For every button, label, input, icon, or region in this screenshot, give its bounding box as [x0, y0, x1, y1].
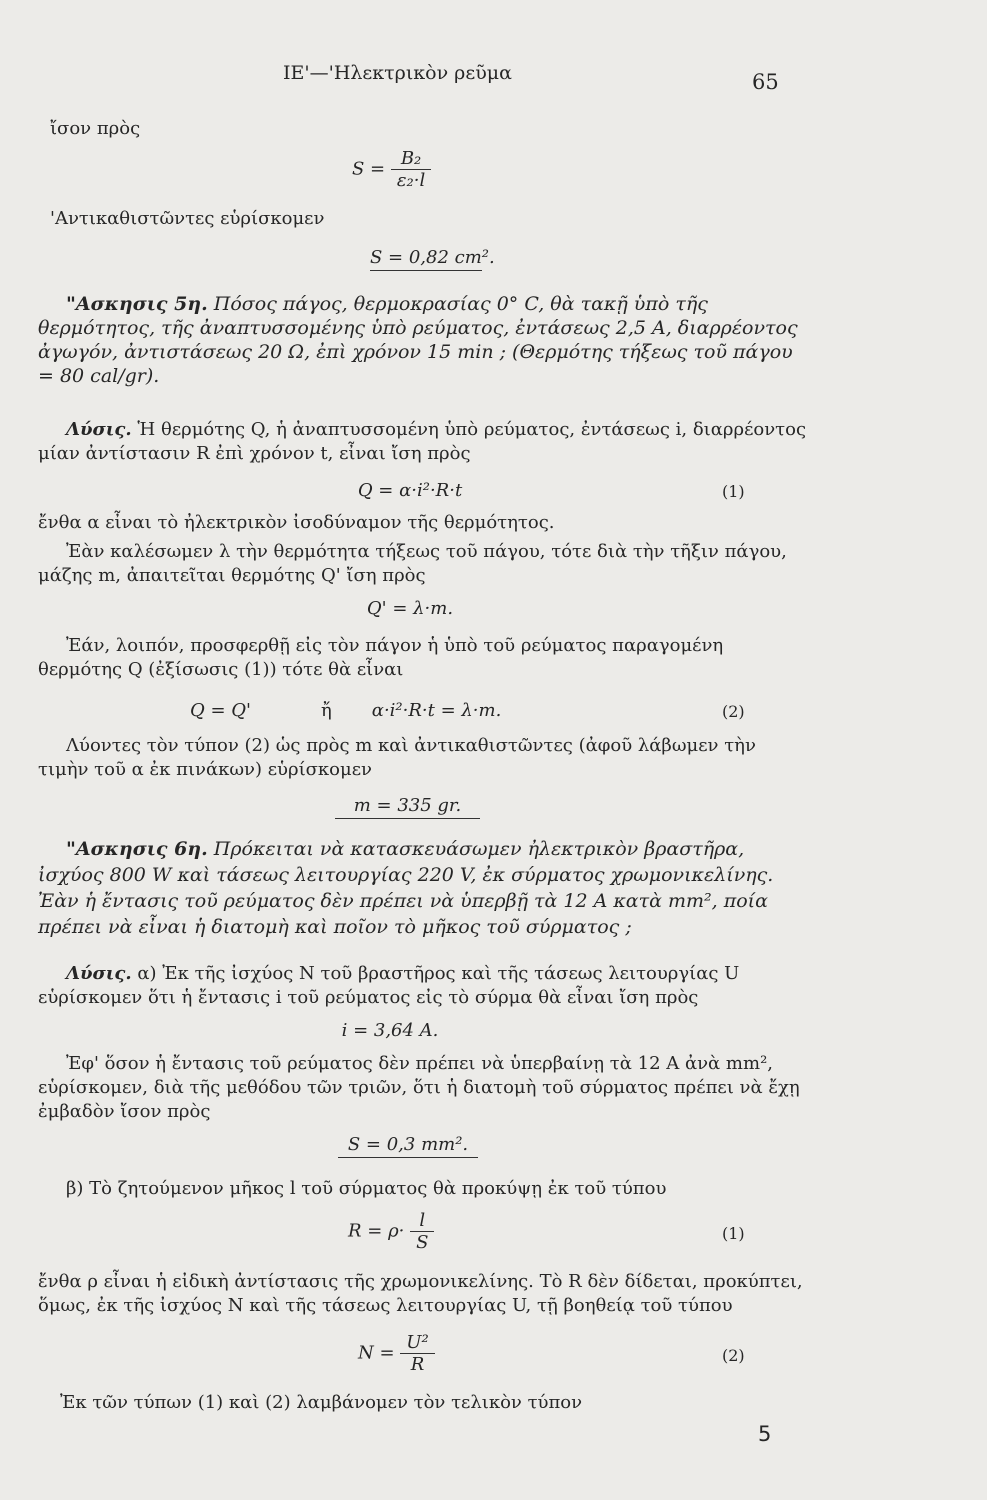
equation-2-left: Q = Q' [190, 700, 251, 721]
paragraph-2: Ἐὰν καλέσωμεν λ τὴν θερμότητα τήξεως τοῦ πάγου, τότε διὰ τὴν τῆξιν πάγου, μάζης m, ἀπαιτεῖται θερμότης Q' ἴση πρὸς [38, 541, 787, 586]
equation-1-label: (1) [722, 482, 745, 501]
exercise-5-text: Πόσος πάγος, θερμοκρασίας 0° C, θὰ τακῇ ὑπὸ τῆς θερμότητος, τῆς ἀναπτυσσομένης ὑπὸ ρεύματος, ἐντάσεως 2,5 A, διαρρέοντος ἀγωγόν, ἀντιστάσεως 20 Ω, ἐπὶ χρόνον 15 min ; (Θερμότης τήξεως τοῦ πάγου = 80 cal/gr). [38, 293, 798, 387]
result-area: S = 0,3 mm². [338, 1134, 478, 1158]
formula-s [352, 148, 431, 191]
equation-r-fraction [410, 1210, 434, 1253]
equation-i: i = 3,64 A. [341, 1020, 439, 1041]
paragraph-s: Ἐφ' ὅσον ἡ ἔντασις τοῦ ρεύματος δὲν πρέπει νὰ ὑπερβαίνῃ τὰ 12 A ἀνὰ mm², εὑρίσκομεν, διὰ τῆς μεθόδου τῶν τριῶν, ὅτι ἡ διατομὴ τοῦ σύρματος πρέπει νὰ ἔχῃ ἐμβαδὸν ἴσον πρὸς [38, 1053, 800, 1122]
equation-n-lhs: N = [358, 1342, 395, 1364]
equation-2-right: α·i²·R·t = λ·m. [371, 700, 502, 721]
equation-r-lhs: R = ρ· [348, 1220, 405, 1242]
page-number: 65 [752, 70, 779, 94]
paragraph-3: Ἐάν, λοιπόν, προσφερθῇ εἰς τὸν πάγον ἡ ὑπὸ τοῦ ρεύματος παραγομένη θερμότης Q (ἐξίσωσις (1)) τότε θὰ εἶναι [38, 635, 724, 680]
result-s: S = 0,82 cm². [370, 247, 482, 271]
equation-2-label: (2) [722, 702, 745, 721]
paragraph-4: Λύοντες τὸν τύπον (2) ὡς πρὸς m καὶ ἀντικαθιστῶντες (ἀφοῦ λάβωμεν τὴν τιμὴν τοῦ α ἐκ πινάκων) εὑρίσκομεν [38, 735, 756, 780]
part-b-text: β) Τὸ ζητούμενον μῆκος l τοῦ σύρματος θὰ προκύψῃ ἐκ τοῦ τύπου [66, 1178, 667, 1199]
formula-denominator: ε₂·l [396, 170, 426, 191]
equation-n [358, 1332, 435, 1375]
solution-text: Ἡ θερμότης Q, ἡ ἀναπτυσσομένη ὑπὸ ρεύματος, ἐντάσεως i, διαρρέοντος μίαν ἀντίστασιν R ἐπὶ χρόνον t, εἶναι ἴση πρὸς [38, 419, 807, 464]
signature-number: 5 [758, 1422, 772, 1446]
substituting-text: 'Αντικαθιστῶντες εὑρίσκομεν [50, 208, 325, 229]
equation-n-denominator: R [410, 1354, 425, 1375]
running-header: ΙΕ'—'Ηλεκτρικὸν ρεῦμα [283, 62, 512, 84]
equation-2 [190, 700, 501, 721]
where-text: ἔνθα α εἶναι τὸ ἠλεκτρικὸν ἰσοδύναμον τῆς θερμότητος. [38, 512, 555, 533]
part-a-text: α) Ἐκ τῆς ἰσχύος N τοῦ βραστῆρος καὶ τῆς τάσεως λειτουργίας U εὑρίσκομεν ὅτι ἡ ἔντασις i τοῦ ρεύματος εἰς τὸ σύρμα θὰ εἶναι ἴση πρὸς [38, 963, 740, 1008]
equation-q-prime: Q' = λ·m. [366, 598, 454, 619]
final-text: Ἐκ τῶν τύπων (1) καὶ (2) λαμβάνομεν τὸν τελικὸν τύπον [60, 1392, 583, 1413]
paragraph-rho: ἔνθα ρ εἶναι ἡ εἰδικὴ ἀντίστασις τῆς χρωμονικελίνης. Τὸ R δὲν δίδεται, προκύπτει, ὅμως, ἐκ τῆς ἰσχύος N καὶ τῆς τάσεως λειτουργίας U, τῇ βοηθείᾳ τοῦ τύπου [38, 1271, 803, 1316]
equation-n-fraction [400, 1332, 434, 1375]
equation-r-numerator: l [410, 1210, 434, 1232]
formula-lhs: S = [352, 158, 386, 180]
formula-numerator: B₂ [391, 148, 431, 170]
exercise-6-heading: "Ασκησις 6η. [66, 838, 208, 860]
equation-n-numerator: U² [400, 1332, 434, 1354]
exercise-6-text: Πρόκειται νὰ κατασκευάσωμεν ἠλεκτρικὸν βραστῆρα, ἰσχύος 800 W καὶ τάσεως λειτουργίας 220 V, ἐκ σύρματος χρωμονικελίνης. Ἐὰν ἡ ἔντασις τοῦ ρεύματος δὲν πρέπει νὰ ὑπερβῇ τὰ 12 A κατὰ mm², ποία πρέπει νὰ εἶναι ἡ διατομὴ καὶ ποῖον τὸ μῆκος τοῦ σύρματος ; [38, 838, 774, 938]
exercise-5-solution [38, 418, 808, 466]
exercise-6-solution [38, 962, 808, 1010]
equation-r [348, 1210, 434, 1253]
equation-r-label: (1) [722, 1224, 745, 1243]
solution-6-label: Λύσις. [66, 963, 132, 984]
equation-1: Q = α·i²·R·t [357, 480, 463, 501]
equation-n-label: (2) [722, 1346, 745, 1365]
solution-label: Λύσις. [66, 419, 132, 440]
lead-text: ἴσον πρὸς [50, 118, 141, 139]
result-m: m = 335 gr. [335, 795, 480, 819]
equation-r-denominator: S [416, 1232, 429, 1253]
exercise-5-heading: "Ασκησις 5η. [66, 293, 208, 315]
equation-2-or: ἤ [321, 700, 332, 721]
exercise-5-statement [38, 292, 808, 388]
formula-fraction [391, 148, 431, 191]
exercise-6-statement [38, 836, 808, 940]
